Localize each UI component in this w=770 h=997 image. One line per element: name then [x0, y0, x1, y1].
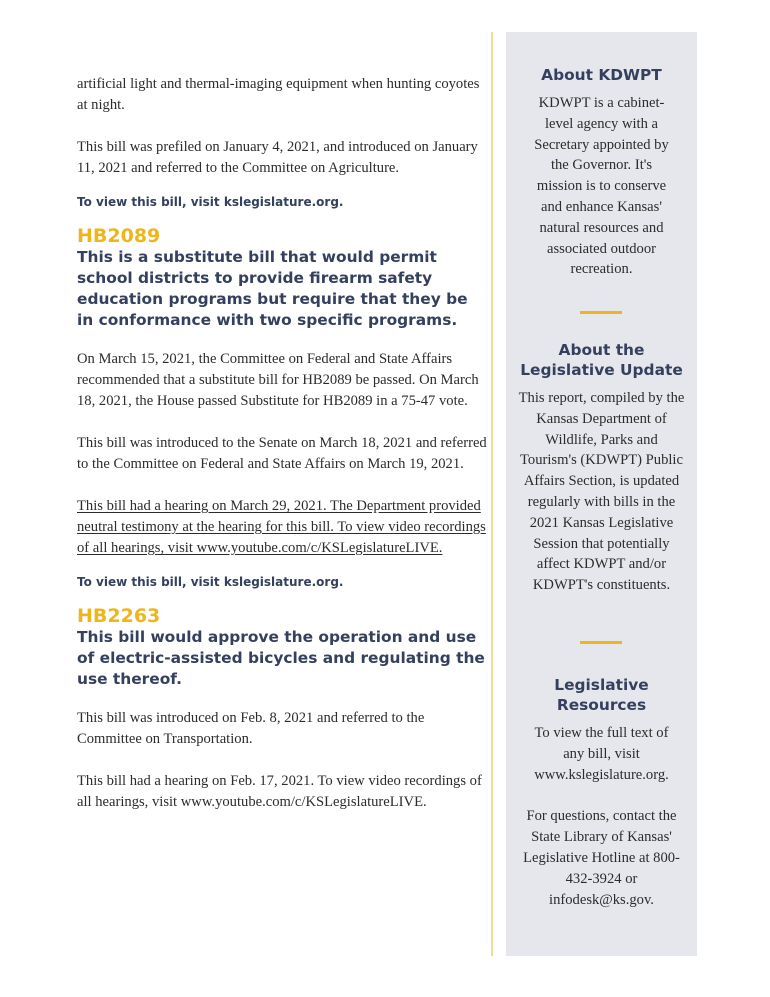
bill-id-hb2263: HB2263 — [77, 605, 161, 627]
resources-text-2: For questions, contact the State Library of Kansas' Legislative Hotline at 800-432-3924 or infodesk@ks.gov. — [523, 808, 680, 908]
sidebar-about-section — [532, 65, 671, 280]
resources-text-1: To view the full text of any bill, visit www.kslegislature.org. — [534, 725, 669, 783]
main-column — [77, 74, 489, 813]
sidebar-resources-section — [518, 675, 685, 910]
hb2263-paragraph-2: This bill had a hearing on Feb. 17, 2021. To view video recordings of all hearings, visit www.youtube.com/c/KSLegislatureLIVE. — [77, 773, 482, 810]
resources-heading: Legislative Resources — [554, 676, 649, 714]
about-update-text: This report, compiled by the Kansas Department of Wildlife, Parks and Tourism's (KDWPT) Public Affairs Section, is updated regularly with bills in the 2021 Kansas Legislative Session that potentially affect KDWPT and/or KDWPT's constituents. — [518, 390, 685, 594]
sidebar-rule-2 — [580, 641, 622, 644]
intro-paragraph-1: artificial light and thermal-imaging equipment when hunting coyotes at night. — [77, 76, 480, 113]
intro-paragraph-2: This bill was prefiled on January 4, 2021, and introduced on January 11, 2021 and referred to the Committee on Agriculture. — [77, 139, 478, 176]
about-update-heading: About the Legislative Update — [520, 341, 683, 379]
sidebar-rule-1 — [580, 311, 622, 314]
hb2089-paragraph-2: This bill was introduced to the Senate on March 18, 2021 and referred to the Committee on Federal and State Affairs on March 19, 2021. — [77, 435, 487, 472]
bill-title-hb2089: This is a substitute bill that would permit school districts to provide firearm safety education programs but require that they be in conformance with two specific programs. — [77, 248, 468, 329]
visit-bill-link-1[interactable]: To view this bill, visit kslegislature.org. — [77, 195, 344, 209]
about-kdwpt-heading: About KDWPT — [541, 66, 662, 84]
bill-id-hb2089: HB2089 — [77, 225, 161, 247]
about-kdwpt-text: KDWPT is a cabinet-level agency with a Secretary appointed by the Governor. It's mission is to conserve and enhance Kansas' natural resources and associated outdoor recreation. — [534, 95, 669, 278]
hb2263-paragraph-1: This bill was introduced on Feb. 8, 2021 and referred to the Committee on Transportation. — [77, 710, 425, 747]
hb2089-hearing-link[interactable]: This bill had a hearing on March 29, 2021. The Department provided neutral testimony at the hearing for this bill. To view video recordings of all hearings, visit www.youtube.com/c/KSLegislatureLIVE. — [77, 498, 486, 556]
sidebar-update-section — [518, 340, 685, 596]
bill-title-hb2263: This bill would approve the operation and use of electric-assisted bicycles and regulating the use thereof. — [77, 628, 485, 688]
visit-bill-link-2[interactable]: To view this bill, visit kslegislature.org. — [77, 575, 344, 589]
hb2089-paragraph-1: On March 15, 2021, the Committee on Federal and State Affairs recommended that a substitute bill for HB2089 be passed. On March 18, 2021, the House passed Substitute for HB2089 in a 75-47 vote. — [77, 351, 479, 409]
column-divider — [491, 32, 493, 956]
sidebar — [506, 32, 697, 956]
